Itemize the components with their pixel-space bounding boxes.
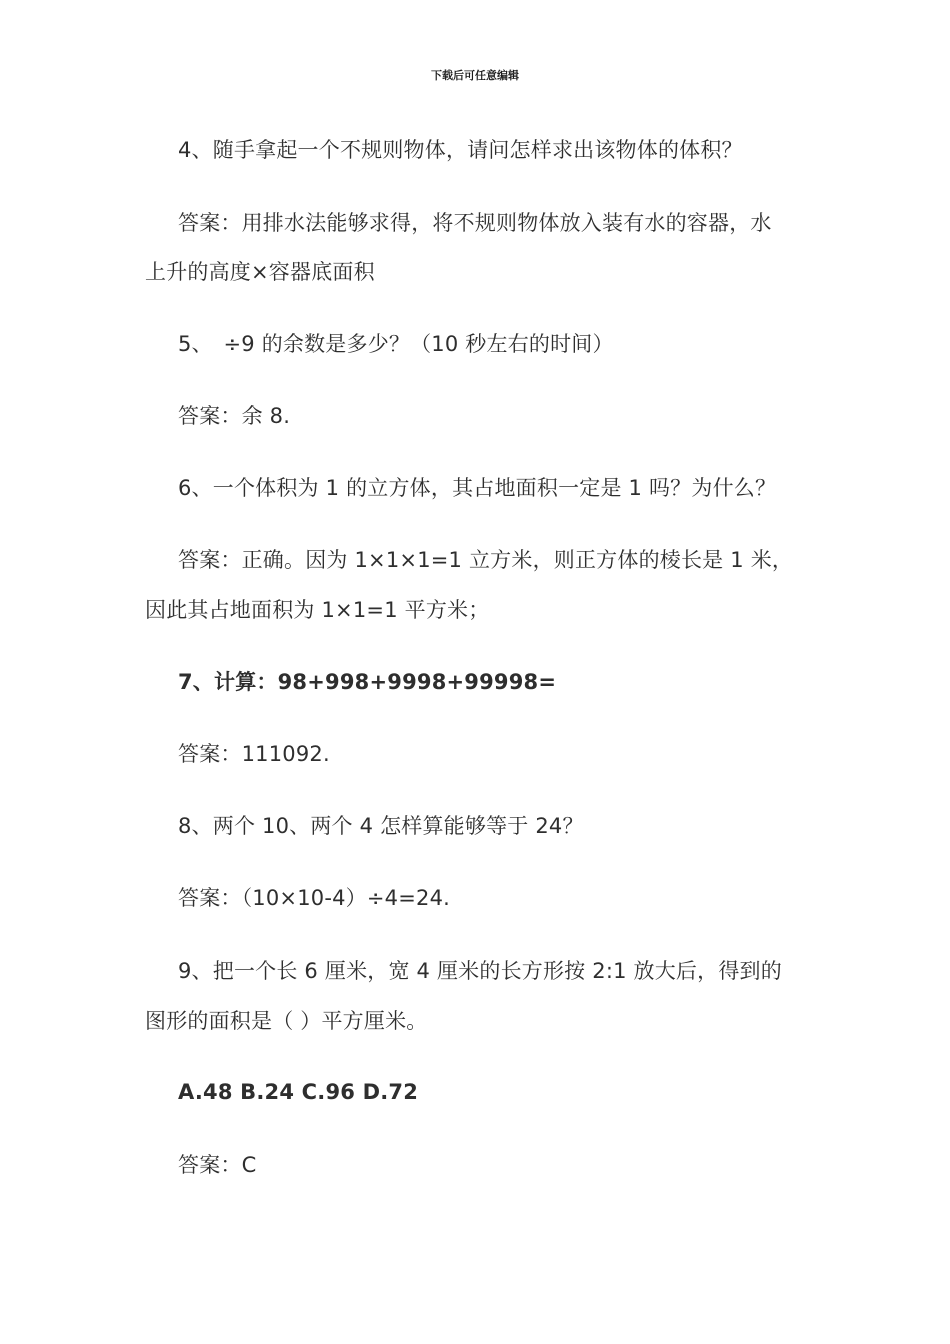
question-9-line-1: 9、把一个长 6 厘米，宽 4 厘米的长方形按 2:1 放大后，得到的 <box>178 959 782 983</box>
question-8: 8、两个 10、两个 4 怎样算能够等于 24？ <box>178 814 584 838</box>
page-header: 下载后可任意编辑 <box>431 69 519 82</box>
question-9-line-2: 图形的面积是（ ）平方厘米。 <box>145 1009 428 1033</box>
answer-6-line-1: 答案：正确。因为 1×1×1=1 立方米，则正方体的棱长是 1 米， <box>178 548 794 572</box>
question-5: 5、 ÷9 的余数是多少？（10 秒左右的时间） <box>178 332 614 356</box>
answer-4-line-1: 答案：用排水法能够求得，将不规则物体放入装有水的容器，水 <box>178 211 772 235</box>
answer-5: 答案：余 8. <box>178 404 291 428</box>
question-7: 7、计算：98+998+9998+99998= <box>178 670 557 694</box>
question-6: 6、一个体积为 1 的立方体，其占地面积一定是 1 吗？为什么？ <box>178 476 777 500</box>
answer-9: 答案：C <box>178 1153 257 1177</box>
answer-7: 答案：111092. <box>178 742 330 766</box>
answer-6-line-2: 因此其占地面积为 1×1=1 平方米； <box>145 598 490 622</box>
answer-4-line-2: 上升的高度×容器底面积 <box>145 260 375 284</box>
question-9-options: A.48 B.24 C.96 D.72 <box>178 1080 419 1104</box>
question-4: 4、随手拿起一个不规则物体，请问怎样求出该物体的体积？ <box>178 138 743 162</box>
answer-8: 答案：（10×10-4）÷4=24. <box>178 886 451 910</box>
